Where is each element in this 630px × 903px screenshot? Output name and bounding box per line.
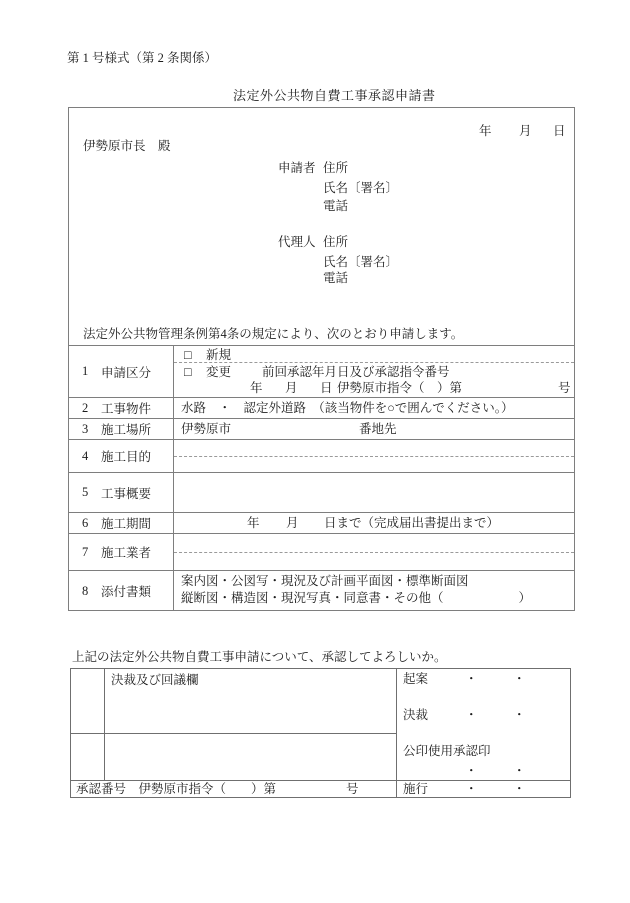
approval-question: 上記の法定外公共物自費工事申請について、承認してよろしいか。 <box>72 650 447 664</box>
council-label: 決裁及び回議欄 <box>111 673 199 687</box>
agent-phone-label: 電話 <box>323 271 349 285</box>
divider-horizontal <box>71 733 397 734</box>
enforce-date-dot: ・ <box>465 782 478 796</box>
approval-number-line: 承認番号 伊勢原市指令（ ）第 <box>76 782 277 796</box>
checkbox-new-label: 新規 <box>206 348 232 362</box>
divider-dashed <box>174 456 574 457</box>
table-row-outline <box>69 473 574 513</box>
date-day-label: 日 <box>553 124 566 138</box>
agent-address-label: 住所 <box>323 235 349 249</box>
prev-day-label: 日 <box>320 381 333 395</box>
table-row-category <box>69 346 574 398</box>
table-row-attachments <box>69 571 574 611</box>
row-label: 施工場所 <box>101 423 152 437</box>
row-number: 7 <box>82 544 89 559</box>
seal-date-dot: ・ <box>513 764 526 778</box>
location-suffix: 番地先 <box>359 422 397 436</box>
prev-directive-label: 伊勢原市指令（ ）第 <box>337 381 463 395</box>
attachments-line1: 案内図・公図写・現況及び計画平面図・標準断面図 <box>181 574 469 588</box>
row-label: 工事概要 <box>101 486 152 501</box>
row-number: 5 <box>82 485 89 499</box>
seal-date-dot: ・ <box>465 764 478 778</box>
approval-table <box>70 668 571 798</box>
divider-dashed <box>174 362 574 363</box>
date-month-label: 月 <box>519 124 532 138</box>
row-number: 8 <box>82 583 89 598</box>
row-label: 施工期間 <box>101 517 152 531</box>
change-note: 前回承認年月日及び承認指令番号 <box>262 365 450 379</box>
checkbox-change-icon: □ <box>184 365 192 379</box>
decision-date-dot: ・ <box>465 708 478 722</box>
period-until-label: 日まで（完成届出書提出まで） <box>324 516 500 530</box>
checkbox-change-label: 変更 <box>206 365 232 379</box>
seal-label: 公印使用承認印 <box>403 744 491 758</box>
property-options: 水路 ・ 認定外道路 （該当物件を○で囲んでください。） <box>181 401 514 415</box>
row-label: 工事物件 <box>101 402 152 416</box>
divider-dashed <box>174 552 574 553</box>
prev-month-label: 月 <box>285 381 298 395</box>
row-number: 6 <box>82 515 89 530</box>
row-number: 3 <box>82 421 89 436</box>
page-title: 法定外公共物自費工事承認申請書 <box>233 88 436 103</box>
addressee: 伊勢原市長 殿 <box>83 139 171 153</box>
row-label: 施工目的 <box>101 450 152 464</box>
applicant-address-label: 住所 <box>323 161 349 175</box>
draft-date-dot: ・ <box>465 672 478 686</box>
period-month-label: 月 <box>286 516 299 530</box>
application-form-box <box>68 107 575 611</box>
approval-number-suffix: 号 <box>346 782 359 796</box>
table-row-contractor <box>69 534 574 571</box>
draft-date-dot: ・ <box>513 672 526 686</box>
row-number: 4 <box>82 448 89 463</box>
row-number: 1 <box>82 364 89 378</box>
form-number: 第 1 号様式（第 2 条関係） <box>67 51 218 65</box>
prev-year-label: 年 <box>250 381 263 395</box>
table-row-location <box>69 419 574 440</box>
decision-label: 決裁 <box>403 708 429 722</box>
attachments-line2: 縦断図・構造図・現況写真・同意書・その他（ ） <box>181 591 532 605</box>
prev-number-suffix: 号 <box>558 381 571 395</box>
period-year-label: 年 <box>247 516 260 530</box>
table-row-period <box>69 513 574 534</box>
table-row-purpose <box>69 440 574 473</box>
applicant-label: 申請者 <box>278 161 316 175</box>
checkbox-new-icon: □ <box>184 348 192 362</box>
applicant-name-label: 氏名〔署名〕 <box>323 181 399 195</box>
enforce-date-dot: ・ <box>513 782 526 796</box>
decision-date-dot: ・ <box>513 708 526 722</box>
row-number: 2 <box>82 400 89 415</box>
agent-name-label: 氏名〔署名〕 <box>323 255 399 269</box>
enforce-label: 施行 <box>403 782 429 796</box>
row-label: 添付書類 <box>101 585 152 599</box>
draft-label: 起案 <box>403 672 429 686</box>
application-table <box>69 345 574 611</box>
applicant-phone-label: 電話 <box>323 199 349 213</box>
declaration-text: 法定外公共物管理条例第4条の規定により、次のとおり申請します。 <box>83 327 464 341</box>
row-label: 申請区分 <box>101 365 152 380</box>
location-city: 伊勢原市 <box>181 422 232 436</box>
row-label: 施工業者 <box>101 546 152 560</box>
table-row-property <box>69 398 574 419</box>
divider-vertical <box>104 669 105 780</box>
agent-label: 代理人 <box>278 235 316 249</box>
date-year-label: 年 <box>479 124 492 138</box>
